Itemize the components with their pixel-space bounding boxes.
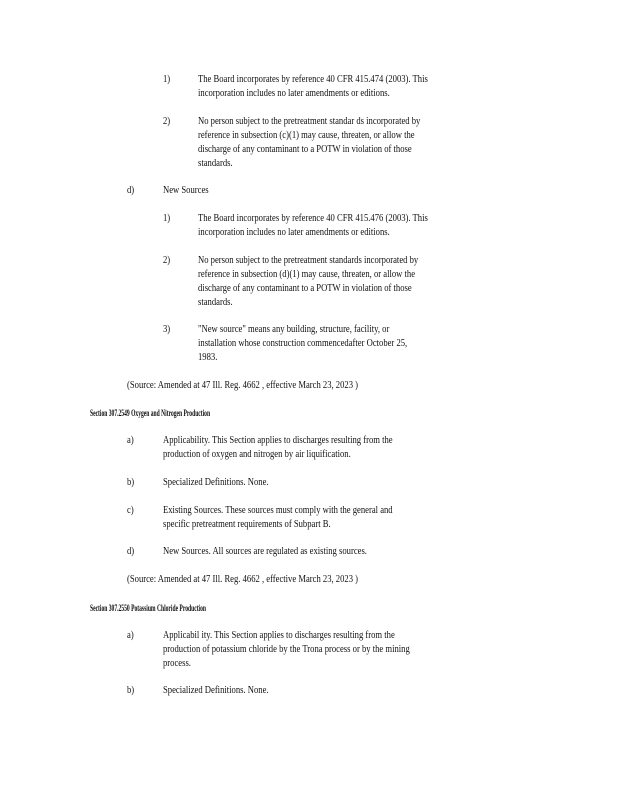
text-line: The Board incorporates by reference 40 CFR 415.476 (2003). This — [198, 213, 428, 224]
item-marker: 2) — [163, 255, 171, 266]
item-marker: d) — [127, 185, 135, 196]
text-line: standards. — [198, 158, 233, 169]
item-marker: a) — [127, 630, 134, 641]
text-line: The Board incorporates by reference 40 CFR 415.474 (2003). This — [198, 74, 428, 85]
text-line: No person subject to the pretreatment standar ds incorporated by — [198, 116, 421, 127]
item-marker: 3) — [163, 324, 171, 335]
item-marker: c) — [127, 505, 134, 516]
text-line: Applicabil ity. This Section applies to discharges resulting from the — [163, 630, 395, 641]
text-line: Applicability. This Section applies to discharges resulting from the — [163, 435, 393, 446]
item-marker: b) — [127, 685, 135, 696]
item-marker: d) — [127, 546, 135, 557]
text-line: New Sources. All sources are regulated as existing sources. — [163, 546, 367, 557]
text-line: Specialized Definitions. None. — [163, 477, 269, 488]
text-line: production of oxygen and nitrogen by air liquification. — [163, 449, 351, 460]
text-line: "New source" means any building, structure, facility, or — [198, 324, 390, 335]
item-marker: 1) — [163, 74, 171, 85]
text-line: discharge of any contaminant to a POTW in violation of those — [198, 283, 412, 294]
text-line: standards. — [198, 297, 233, 308]
text-line: production of potassium chloride by the Trona process or by the mining — [163, 644, 410, 655]
text-line: discharge of any contaminant to a POTW in violation of those — [198, 144, 412, 155]
item-marker: a) — [127, 435, 134, 446]
text-line: process. — [163, 658, 191, 669]
item-marker: b) — [127, 477, 135, 488]
text-line: No person subject to the pretreatment standards incorporated by — [198, 255, 419, 266]
text-line: 1983. — [198, 352, 218, 363]
text-line: specific pretreatment requirements of Subpart B. — [163, 519, 331, 530]
text-line: installation whose construction commencedafter October 25, — [198, 338, 408, 349]
section-heading: Section 307.2550 Potassium Chloride Production — [90, 603, 206, 613]
section-heading: Section 307.2549 Oxygen and Nitrogen Production — [90, 408, 211, 418]
text-line: reference in subsection (c)(1) may cause, threaten, or allow the — [198, 130, 415, 141]
text-line: Specialized Definitions. None. — [163, 685, 269, 696]
text-line: incorporation includes no later amendments or editions. — [198, 227, 390, 238]
text-line: Existing Sources. These sources must comply with the general and — [163, 505, 393, 516]
item-marker: 2) — [163, 116, 171, 127]
text-line: incorporation includes no later amendments or editions. — [198, 88, 390, 99]
text-line: reference in subsection (d)(1) may cause, threaten, or allow the — [198, 269, 416, 280]
item-marker: 1) — [163, 213, 171, 224]
subsection-heading: New Sources — [163, 185, 209, 196]
source-note: (Source: Amended at 47 Ill. Reg. 4662 , effective March 23, 2023 ) — [127, 380, 359, 391]
source-note: (Source: Amended at 47 Ill. Reg. 4662 , effective March 23, 2023 ) — [127, 574, 359, 585]
